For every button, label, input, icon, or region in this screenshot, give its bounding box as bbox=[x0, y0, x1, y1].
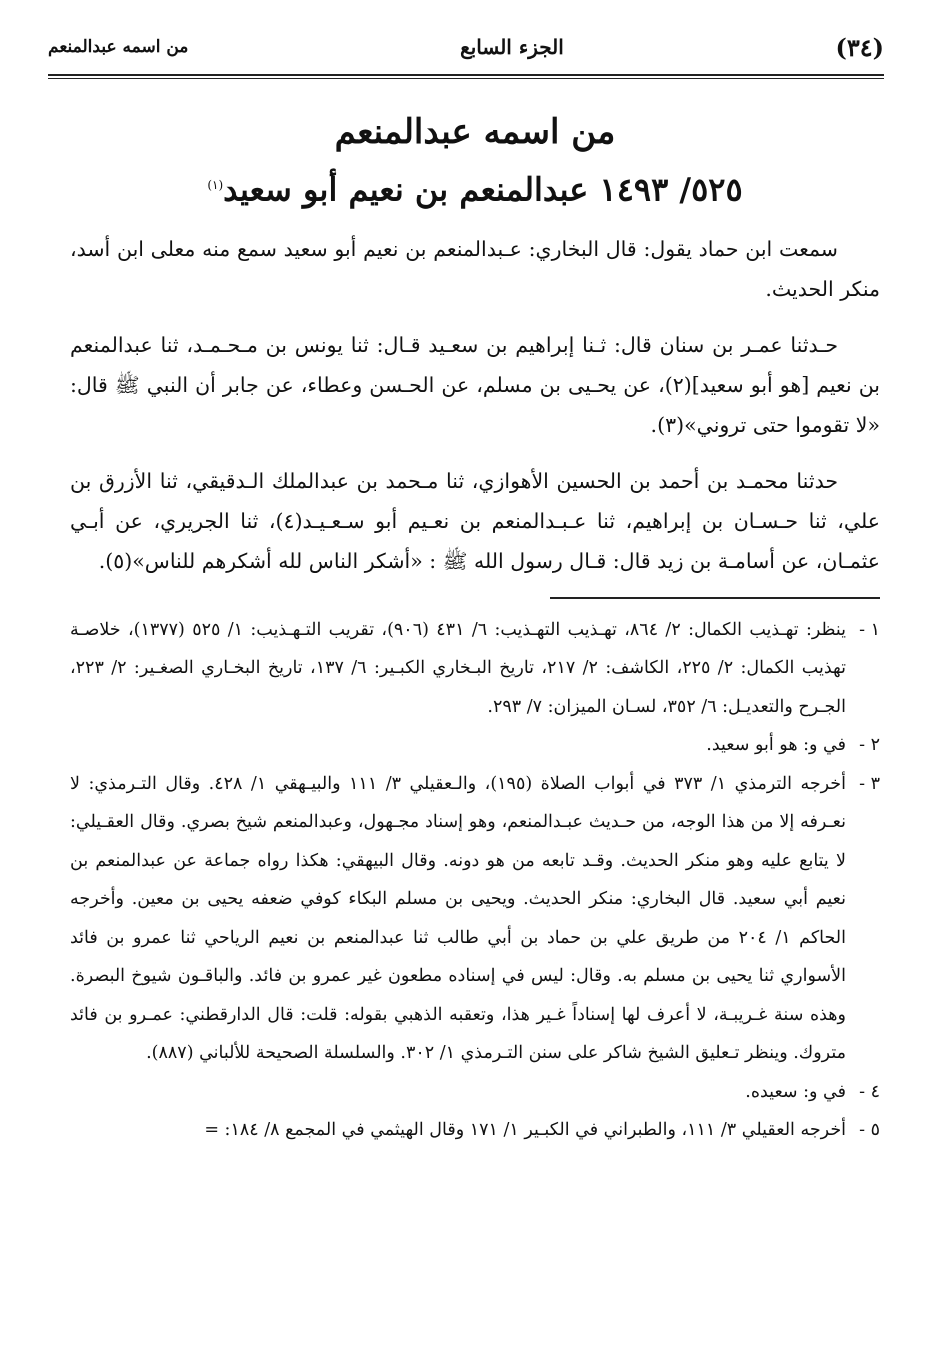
footnote-text: ينظر: تهـذيب الكمال: ٢/ ٨٦٤، تهـذيب التهـذيب: ٦/ ٤٣١ (٩٠٦)، تقريب التـهـذيب: ١/ ٥٢٥ (١٣٧٧)، خلاصـة تهذيب الكمال: ٢/ ٢٢٥، الكاشف: ٢/ ٢١٧، تاريخ البـخاري الكبـير: ٦/ ١٣٧، تاريخ البخـاري الصغـير: ٢/ ٢٢٣، الجـرح والتعديـل: ٦/ ٣٥٢، لسـان الميزان: ٧/ ٢٩٣. bbox=[70, 619, 847, 717]
paragraph: حـدثنا عمـر بن سنان قال: ثـنا إبراهيم بن سعـيد قـال: ثنا يونس بن مـحـمـد، ثنا عبدالمنعم بن نعيم [هو أبو سعيد](٢)، عن يحـيى بن مسلم، عن الحـسن وعطاء، عن جابر أن النبي ﷺ قال: «لا تقوموا حتى تروني»(٣). bbox=[70, 332, 881, 437]
header-divider bbox=[48, 74, 884, 76]
volume-label: الجزء السابع bbox=[460, 35, 564, 59]
footnote bbox=[70, 1073, 880, 1112]
book-page bbox=[48, 22, 884, 1352]
footnote bbox=[70, 1111, 880, 1150]
paragraph: سمعت ابن حماد يقول: قال البخاري: عـبدالمنعم بن نعيم أبو سعيد سمع منه معلى ابن أسد، منكر الحديث. bbox=[70, 236, 880, 301]
entry-title bbox=[70, 162, 880, 213]
footnote-text: في و: سعيده. bbox=[745, 1081, 846, 1102]
footnote-text: في و: هو أبو سعيد. bbox=[706, 735, 846, 756]
footnote-text: أخرجه العقيلي ٣/ ١١١، والطبراني في الكبـير ١/ ١٧١ وقال الهيثمي في المجمع ٨/ ١٨٤: = bbox=[204, 1120, 846, 1141]
footnote bbox=[70, 611, 880, 727]
footnote-text: أخرجه الترمذي ١/ ٣٧٣ في أبواب الصلاة (١٩٥)، والـعقيلي ٣/ ١١١ والبيـهقي ١/ ٤٢٨. وقال التـرمذي: لا نعـرفه إلا من هذا الوجه، من حـديث عبـدالمنعم، وهو إسناد مجـهول، وعبدالمنعم شيخ بصري. وقال العقـيلي: لا يتابع عليه وهو منكر الحديث. وقـد تابعه من هو دونه. وقال البيهقي: هكذا رواه جماعة عن عبدالمنعم بن نعيم أبي سعيد. قال البخاري: منكر الحديث. ويحيى بن مسلم البكاء كوفي ضعفه يحيى بن معين. وأخرجه الحاكم ١/ ٢٠٤ من طريق علي بن حماد بن أبي طالب ثنا عبدالمنعم بن نعيم الرياحي ثنا عمرو بن فائد الأسواري ثنا يحيى بن مسلم به. وقال: ليس في إسناده مطعون غير عمرو بن فائد. والباقـون شيوخ البصرة. وهذه سنة غـريبـة، لا أعرف لها إسناداً غـير هذا، وتعقبه الذهبي بقوله: قلت: قال الدارقطني: عمـرو بن فائد متروك. وينظر تـعليق الشيخ شاكر على سنن التـرمذي ١/ ٣٠٢. والسلسلة الصحيحة للألباني (٨٨٧). bbox=[70, 773, 846, 1064]
footnote-number: ٤ - bbox=[859, 1081, 880, 1102]
entry-note-ref: (١) bbox=[207, 178, 224, 192]
footnote-divider bbox=[550, 597, 880, 599]
section-label: من اسمه عبدالمنعم bbox=[48, 37, 189, 57]
chapter-title: من اسمه عبدالمنعم bbox=[334, 112, 616, 152]
entry-title-text: ٥٢٥/ ١٤٩٣ عبدالمنعم بن نعيم أبو سعيد bbox=[223, 170, 743, 209]
page-number: (٣٤) bbox=[835, 32, 884, 62]
footnote bbox=[70, 765, 880, 1073]
footnote-number: ٥ - bbox=[859, 1120, 880, 1141]
footnote-number: ٢ - bbox=[859, 735, 880, 756]
running-header bbox=[48, 22, 884, 72]
footnote-number: ٣ - bbox=[859, 773, 880, 794]
footnote bbox=[70, 726, 880, 765]
header-divider-thin bbox=[48, 78, 884, 79]
paragraph: حدثنا محمـد بن أحمد بن الحسين الأهوازي، ثنا مـحمد بن عبدالملك الـدقيقي، ثنا الأزرق بن علي، ثنا حـسـان بن إبراهيم، ثنا عـبـدالمنعم بن نعـيم أبو سـعـيـد(٤)، ثنا الجريري، عن أبـي عثمـان، عن أسامـة بن زيد قال: قـال رسول الله ﷺ : «أشكر الناس لله أشكرهم للناس»(٥). bbox=[70, 468, 881, 573]
footnote-number: ١ - bbox=[859, 619, 880, 640]
footnotes bbox=[70, 611, 880, 1150]
entry-body bbox=[70, 229, 880, 581]
